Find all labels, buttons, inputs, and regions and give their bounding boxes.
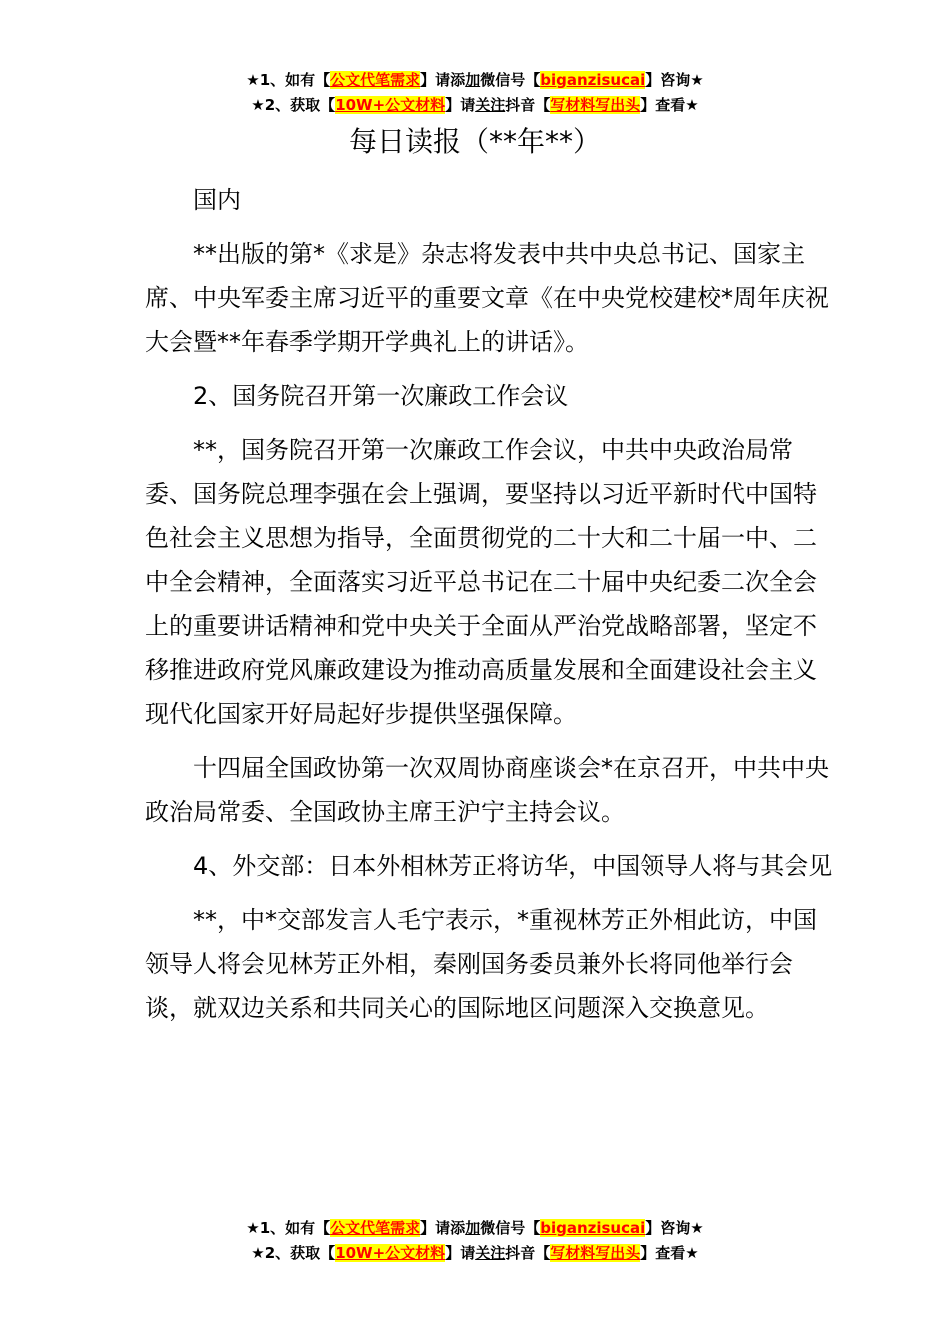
paragraph: 十四届全国政协第一次双周协商座谈会*在京召开，中共中央政治局常委、全国政协主席王沪宁主持会议。 [145,754,829,826]
paragraph: **，中*交部发言人毛宁表示，*重视林芳正外相此访，中国领导人将会见林芳正外相，秦刚国务委员兼外长将同他举行会谈，就双边关系和共同关心的国际地区问题深入交换意见。 [145,906,817,1022]
banner-text: 】查看★ [640,96,699,114]
section-heading: 4、外交部：日本外相林芳正将访华，中国领导人将与其会见 [193,852,833,880]
bottom-banner [0,1216,950,1266]
banner-text: 】请添 [420,71,466,89]
banner-text: 】查看★ [640,1244,699,1262]
banner-highlight: 公文代笔需求 [330,1219,421,1237]
banner-highlight: biganzisucai [540,1219,646,1237]
banner-text: 微信号【 [480,1219,541,1237]
banner-underline: 关注 [475,1244,506,1262]
banner-highlight: 写材料写出头 [550,96,641,114]
banner-line-2 [0,1241,950,1266]
banner-text: ★1、如有【 [246,71,331,89]
article-body [145,178,835,1040]
banner-text: 】请 [445,1244,476,1262]
banner-underline: 关注 [475,96,506,114]
section-heading: 2、国务院召开第一次廉政工作会议 [193,382,569,410]
banner-line-1 [0,68,950,93]
banner-text: 】请 [445,96,476,114]
banner-highlight: 10W+公文材料 [335,96,446,114]
banner-text: 微信号【 [480,71,541,89]
banner-text: 抖音【 [505,96,551,114]
banner-highlight: 10W+公文材料 [335,1244,446,1262]
banner-line-2 [0,93,950,118]
paragraph: **，国务院召开第一次廉政工作会议，中共中央政治局常委、国务院总理李强在会上强调，要坚持以习近平新时代中国特色社会主义思想为指导，全面贯彻党的二十大和二十届一中、二中全会精神，全面落实习近平总书记在二十届中央纪委二次全会上的重要讲话精神和党中央关于全面从严治党战略部署，坚定不移推进政府党风廉政建设为推动高质量发展和全面建设社会主义现代化国家开好局起好步提供坚强保障。 [145,436,817,728]
section-heading: 国内 [193,186,241,214]
banner-text: ★2、获取【 [251,96,336,114]
banner-text: 】咨询★ [645,1219,704,1237]
page-title: 每日读报（**年**） [348,125,601,158]
banner-text: 】请添 [420,1219,466,1237]
banner-text: 抖音【 [505,1244,551,1262]
banner-text: 】咨询★ [645,71,704,89]
top-banner [0,68,950,118]
banner-highlight: 公文代笔需求 [330,71,421,89]
banner-underline: 加 [465,71,481,89]
banner-underline: 加 [465,1219,481,1237]
banner-text: ★2、获取【 [251,1244,336,1262]
banner-line-1 [0,1216,950,1241]
banner-highlight: biganzisucai [540,71,646,89]
banner-text: ★1、如有【 [246,1219,331,1237]
paragraph: **出版的第*《求是》杂志将发表中共中央总书记、国家主席、中央军委主席习近平的重要文章《在中央党校建校*周年庆祝大会暨**年春季学期开学典礼上的讲话》。 [145,240,829,356]
banner-highlight: 写材料写出头 [550,1244,641,1262]
